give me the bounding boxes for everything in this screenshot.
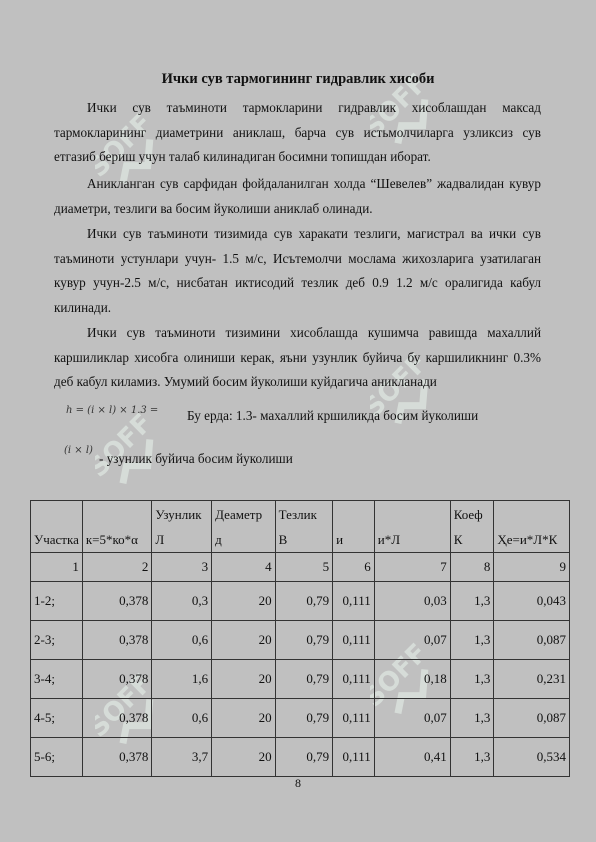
svg-text:SOFF: SOFF (370, 638, 434, 714)
table-cell: 9 (494, 553, 570, 582)
table-cell: 1-2; (31, 582, 83, 621)
table-cell: 0,79 (275, 621, 332, 660)
table-cell: 0,111 (333, 582, 375, 621)
svg-text:SOFF: SOFF (95, 668, 159, 744)
table-cell: 0,111 (333, 738, 375, 777)
table-cell: 0,6 (152, 699, 212, 738)
table-cell: 7 (374, 553, 450, 582)
table-cell: 6 (333, 553, 375, 582)
table-cell: 0,231 (494, 660, 570, 699)
table-cell: 0,534 (494, 738, 570, 777)
svg-text:SOFF: SOFF (95, 108, 159, 184)
formula-2-note: - узунлик буйича босим йуколиши (99, 451, 293, 466)
header-cell: к=5*ко*α (82, 501, 152, 553)
table-cell: 20 (212, 660, 276, 699)
page-number: 8 (295, 776, 301, 790)
table-cell: 5 (275, 553, 332, 582)
table-number-row (31, 553, 570, 582)
table-row (31, 582, 570, 621)
table-cell: 0,79 (275, 582, 332, 621)
svg-text:SOFF: SOFF (95, 408, 159, 484)
table-cell: 0,111 (333, 660, 375, 699)
table-cell: 0,043 (494, 582, 570, 621)
table-cell: 3-4; (31, 660, 83, 699)
formula-note: Бу ерда: 1.3- махаллий кршиликда босим йуколиши (187, 408, 479, 423)
table-cell: 1,3 (450, 699, 494, 738)
header-cell: Узунлик Л (152, 501, 212, 553)
table-cell: 0,6 (152, 621, 212, 660)
table-cell: 1 (31, 553, 83, 582)
table-row (31, 660, 570, 699)
page-title: Ички сув тармогининг гидравлик хисоби (161, 71, 435, 87)
header-cell: и*Л (374, 501, 450, 553)
header-cell: Коеф К (450, 501, 494, 553)
table-cell: 3 (152, 553, 212, 582)
table-cell: 0,3 (152, 582, 212, 621)
table-cell: 20 (212, 699, 276, 738)
header-cell: Участка (31, 501, 83, 553)
table-cell: 0,378 (82, 621, 152, 660)
table-cell: 0,79 (275, 699, 332, 738)
table-cell: 2 (82, 553, 152, 582)
paragraph-1 (54, 96, 541, 170)
hydraulic-table (30, 500, 570, 777)
table-cell: 0,79 (275, 738, 332, 777)
formula: h = (i × l) × 1.3 = (66, 405, 159, 416)
table-cell: 0,111 (333, 621, 375, 660)
table-cell: 1,3 (450, 738, 494, 777)
svg-text:SOFF: SOFF (370, 348, 434, 424)
paragraph-text: Ички сув таъминоти тизимида сув харакати тезлиги, магистрал ва ички сув таъминоти устунлари учун- 1.5 м/с, Исътемолчи мослама жихозларига узатилаган кувур учун-2.5 м/с, нисбатан иктисодий тезлик деб 0.9 1.2 м/с оралигида кабул килинади. (54, 226, 541, 315)
table-cell: 5-6; (31, 738, 83, 777)
table-cell: 0,79 (275, 660, 332, 699)
table-header-row (31, 501, 570, 553)
table-row (31, 699, 570, 738)
table-row (31, 621, 570, 660)
paragraph-text: Ички сув таъминоти тармокларини гидравлик хисоблашдан максад тармокларининг диаметрини аниклаш, барча сув истьмолчиларга узликсиз сув етгазиб бериш учун талаб килинадиган босимни топишдан иборат. (54, 100, 541, 164)
header-cell: и (333, 501, 375, 553)
table-cell: 20 (212, 738, 276, 777)
table-cell: 1,3 (450, 621, 494, 660)
table-cell: 0,087 (494, 621, 570, 660)
table-cell: 1,3 (450, 582, 494, 621)
table-cell: 0,378 (82, 699, 152, 738)
table-cell: 20 (212, 621, 276, 660)
table-cell: 0,18 (374, 660, 450, 699)
table-cell: 20 (212, 582, 276, 621)
table-cell: 0,087 (494, 699, 570, 738)
table-cell: 0,07 (374, 699, 450, 738)
table-cell: 0,41 (374, 738, 450, 777)
header-cell: Ҳе=и*Л*К (494, 501, 570, 553)
header-cell: Тезлик В (275, 501, 332, 553)
table-cell: 1,6 (152, 660, 212, 699)
table-cell: 0,378 (82, 738, 152, 777)
paragraph-3 (54, 222, 541, 320)
paragraph-2 (54, 172, 541, 221)
table-cell: 4 (212, 553, 276, 582)
table-cell: 0,378 (82, 582, 152, 621)
table-cell: 3,7 (152, 738, 212, 777)
paragraph-4 (54, 321, 541, 395)
table-cell: 0,03 (374, 582, 450, 621)
formula-2: (i × l) (64, 445, 93, 456)
svg-text:SOFF: SOFF (370, 68, 434, 144)
table-cell: 1,3 (450, 660, 494, 699)
paragraph-text: Аникланган сув сарфидан фойдаланилган холда “Шевелев” жадвалидан кувур диаметри, тезлиги ва босим йуколиши аниклаб олинади. (54, 176, 541, 216)
table-cell: 0,07 (374, 621, 450, 660)
table-cell: 2-3; (31, 621, 83, 660)
table-row (31, 738, 570, 777)
header-cell: Деаметр д (212, 501, 276, 553)
table-cell: 0,378 (82, 660, 152, 699)
table-cell: 0,111 (333, 699, 375, 738)
table-cell: 8 (450, 553, 494, 582)
paragraph-text: Ички сув таъминоти тизимини хисоблашда кушимча равишда махаллий каршиликлар хисобга олиниши керак, яъни узунлик буйича бу каршиликнинг 0.3% деб кабул киламиз. Умумий босим йуколиши куйдагича аникланади (54, 325, 541, 389)
table-cell: 4-5; (31, 699, 83, 738)
